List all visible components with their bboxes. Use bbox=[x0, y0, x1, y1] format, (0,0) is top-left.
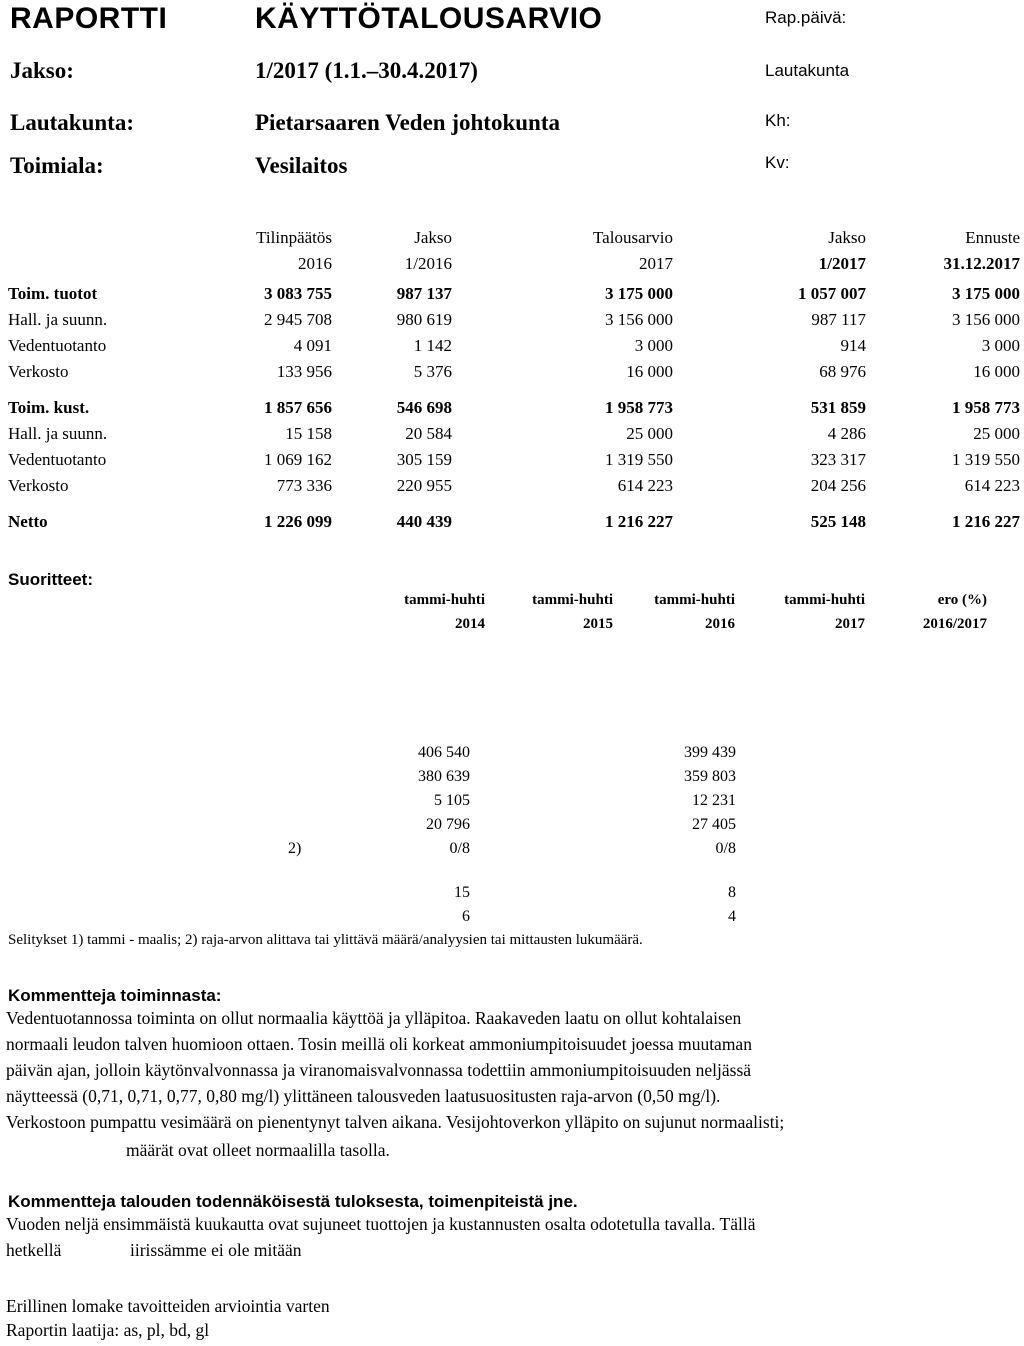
budget-cell: 16 000 bbox=[626, 362, 673, 381]
budget-col-header: 2016 bbox=[298, 254, 332, 273]
outputs-cell: 0/8 bbox=[449, 840, 470, 857]
city-council-label: Kv: bbox=[765, 153, 790, 172]
budget-row-label: Verkosto bbox=[8, 362, 69, 381]
comments-finance-title: Kommentteja talouden todennäköisestä tuloksesta, toimenpiteistä jne. bbox=[8, 1192, 578, 1211]
budget-col-header: 1/2017 bbox=[818, 254, 866, 273]
budget-cell: 3 175 000 bbox=[605, 284, 673, 303]
budget-cell: 1 142 bbox=[413, 336, 452, 355]
budget-row-label: Toim. tuotot bbox=[8, 284, 98, 303]
outputs-cell: 15 bbox=[454, 884, 470, 901]
budget-cell: 987 137 bbox=[396, 284, 452, 303]
budget-cell: 3 156 000 bbox=[605, 310, 673, 329]
budget-cell: 1 216 227 bbox=[952, 512, 1020, 531]
budget-cell: 3 083 755 bbox=[264, 284, 332, 303]
budget-cell: 614 223 bbox=[617, 476, 673, 495]
report-label: RAPORTTI bbox=[10, 2, 168, 35]
outputs-cell: 20 796 bbox=[426, 816, 470, 833]
budget-cell: 3 175 000 bbox=[952, 284, 1020, 303]
budget-col-header: 1/2016 bbox=[404, 254, 452, 273]
outputs-cell: 380 639 bbox=[418, 768, 470, 785]
footer-assessment-note: Erillinen lomake tavoitteiden arviointia varten bbox=[6, 1296, 330, 1316]
budget-col-header: Talousarvio bbox=[592, 228, 673, 247]
outputs-cell: 0/8 bbox=[715, 840, 736, 857]
outputs-col-header: tammi-huhti bbox=[532, 592, 613, 608]
outputs-col-header: tammi-huhti bbox=[784, 592, 865, 608]
budget-cell: 2 945 708 bbox=[264, 310, 332, 329]
budget-cell: 4 286 bbox=[827, 424, 866, 443]
outputs-cell: 6 bbox=[462, 908, 470, 925]
outputs-col-header: tammi-huhti bbox=[654, 592, 735, 608]
budget-cell: 25 000 bbox=[973, 424, 1020, 443]
report-date-label: Rap.päivä: bbox=[765, 8, 847, 27]
outputs-cell: 4 bbox=[728, 908, 736, 925]
budget-col-header: Ennuste bbox=[965, 228, 1020, 247]
budget-cell: 305 159 bbox=[396, 450, 452, 469]
budget-cell: 1 216 227 bbox=[605, 512, 673, 531]
outputs-cell: 8 bbox=[728, 884, 736, 901]
budget-row-label: Verkosto bbox=[8, 476, 69, 495]
budget-cell: 1 857 656 bbox=[264, 398, 332, 417]
comments-finance-line: iirissämme ei ole mitään bbox=[130, 1240, 302, 1260]
city-board-label: Kh: bbox=[765, 111, 791, 130]
outputs-col-header: 2015 bbox=[583, 616, 613, 632]
comments-operations-line: normaali leudon talven huomioon ottaen. Tosin meillä oli korkeat ammoniumpitoisuudet joessa muutaman bbox=[6, 1034, 752, 1054]
budget-cell: 980 619 bbox=[396, 310, 452, 329]
budget-cell: 1 958 773 bbox=[952, 398, 1020, 417]
outputs-title: Suoritteet: bbox=[8, 570, 93, 589]
comments-operations-line: näytteessä (0,71, 0,71, 0,77, 0,80 mg/l) ylittäneen talousveden laatusuositusten raja-arvon (0,50 mg/l). bbox=[6, 1086, 721, 1106]
comments-finance-line: hetkellä bbox=[6, 1240, 62, 1260]
budget-col-header: Jakso bbox=[828, 228, 866, 247]
period-label: Jakso: bbox=[10, 58, 74, 83]
budget-cell: 1 319 550 bbox=[952, 450, 1020, 469]
outputs-note-marker: 2) bbox=[288, 840, 302, 857]
outputs-cell: 5 105 bbox=[434, 792, 470, 809]
outputs-col-header: tammi-huhti bbox=[404, 592, 485, 608]
footer-author: Raportin laatija: as, pl, bd, gl bbox=[6, 1320, 210, 1340]
board-meeting-label: Lautakunta bbox=[765, 61, 850, 80]
budget-cell: 4 091 bbox=[293, 336, 332, 355]
budget-row-label: Hall. ja suunn. bbox=[8, 424, 108, 443]
unit-value: Vesilaitos bbox=[255, 153, 348, 178]
budget-cell: 987 117 bbox=[811, 310, 866, 329]
outputs-col-header: 2016/2017 bbox=[922, 616, 987, 632]
unit-label: Toimiala: bbox=[10, 153, 104, 178]
comments-operations-title: Kommentteja toiminnasta: bbox=[8, 986, 222, 1005]
comments-operations-line: Vedentuotannossa toiminta on ollut normaalia käyttöä ja ylläpitoa. Raakaveden laatu on ollut kohtalaisen bbox=[6, 1008, 742, 1028]
report-title: KÄYTTÖTALOUSARVIO bbox=[255, 2, 603, 35]
outputs-cell: 359 803 bbox=[684, 768, 736, 785]
budget-col-header: Tilinpäätös bbox=[256, 228, 332, 247]
budget-row-label: Toim. kust. bbox=[8, 398, 90, 417]
board-value: Pietarsaaren Veden johtokunta bbox=[255, 110, 560, 135]
outputs-cell: 12 231 bbox=[692, 792, 736, 809]
comments-operations-line: määrät ovat olleet normaalilla tasolla. bbox=[126, 1140, 390, 1160]
budget-cell: 15 158 bbox=[285, 424, 332, 443]
budget-row-label: Hall. ja suunn. bbox=[8, 310, 108, 329]
budget-row-label: Netto bbox=[8, 512, 48, 531]
outputs-cell: 406 540 bbox=[418, 744, 470, 761]
budget-cell: 531 859 bbox=[810, 398, 866, 417]
budget-cell: 204 256 bbox=[810, 476, 866, 495]
period-value: 1/2017 (1.1.–30.4.2017) bbox=[255, 58, 478, 83]
budget-col-header: Jakso bbox=[414, 228, 452, 247]
budget-cell: 3 000 bbox=[634, 336, 673, 355]
budget-cell: 525 148 bbox=[810, 512, 866, 531]
budget-cell: 133 956 bbox=[276, 362, 332, 381]
budget-cell: 3 000 bbox=[981, 336, 1020, 355]
outputs-col-header: 2014 bbox=[455, 616, 485, 632]
budget-cell: 1 069 162 bbox=[264, 450, 332, 469]
comments-operations-line: päivän ajan, jolloin käytönvalvonnassa ja viranomaisvalvonnassa todettiin ammoniumpitoisuuden neljässä bbox=[6, 1060, 752, 1080]
budget-cell: 3 156 000 bbox=[952, 310, 1020, 329]
outputs-col-header: 2016 bbox=[705, 616, 735, 632]
budget-cell: 614 223 bbox=[964, 476, 1020, 495]
budget-row-label: Vedentuotanto bbox=[8, 336, 107, 355]
comments-operations-line: Verkostoon pumpattu vesimäärä on pienentynyt talven aikana. Vesijohtoverkon ylläpito on sujunut normaalisti; bbox=[6, 1112, 785, 1132]
budget-cell: 546 698 bbox=[396, 398, 452, 417]
comments-finance-line: Vuoden neljä ensimmäistä kuukautta ovat sujuneet tuottojen ja kustannusten osalta odotetulla tavalla. Tällä bbox=[6, 1214, 756, 1234]
budget-cell: 68 976 bbox=[819, 362, 866, 381]
budget-cell: 1 057 007 bbox=[798, 284, 866, 303]
budget-cell: 1 958 773 bbox=[605, 398, 673, 417]
outputs-cell: 27 405 bbox=[692, 816, 736, 833]
budget-cell: 1 226 099 bbox=[264, 512, 332, 531]
budget-row-label: Vedentuotanto bbox=[8, 450, 107, 469]
outputs-col-header: 2017 bbox=[835, 616, 865, 632]
budget-cell: 1 319 550 bbox=[605, 450, 673, 469]
budget-col-header: 2017 bbox=[639, 254, 673, 273]
outputs-cell: 399 439 bbox=[684, 744, 736, 761]
budget-col-header: 31.12.2017 bbox=[943, 254, 1020, 273]
budget-cell: 440 439 bbox=[396, 512, 452, 531]
budget-cell: 5 376 bbox=[413, 362, 452, 381]
budget-cell: 220 955 bbox=[396, 476, 452, 495]
budget-cell: 25 000 bbox=[626, 424, 673, 443]
board-label: Lautakunta: bbox=[10, 110, 134, 135]
budget-cell: 914 bbox=[840, 336, 866, 355]
budget-cell: 20 584 bbox=[405, 424, 452, 443]
budget-cell: 16 000 bbox=[973, 362, 1020, 381]
explanations-note: Selitykset 1) tammi - maalis; 2) raja-arvon alittava tai ylittävä määrä/analyysien tai mittausten lukumäärä. bbox=[8, 932, 643, 948]
budget-cell: 773 336 bbox=[276, 476, 332, 495]
budget-cell: 323 317 bbox=[810, 450, 866, 469]
outputs-col-header: ero (%) bbox=[937, 592, 987, 608]
